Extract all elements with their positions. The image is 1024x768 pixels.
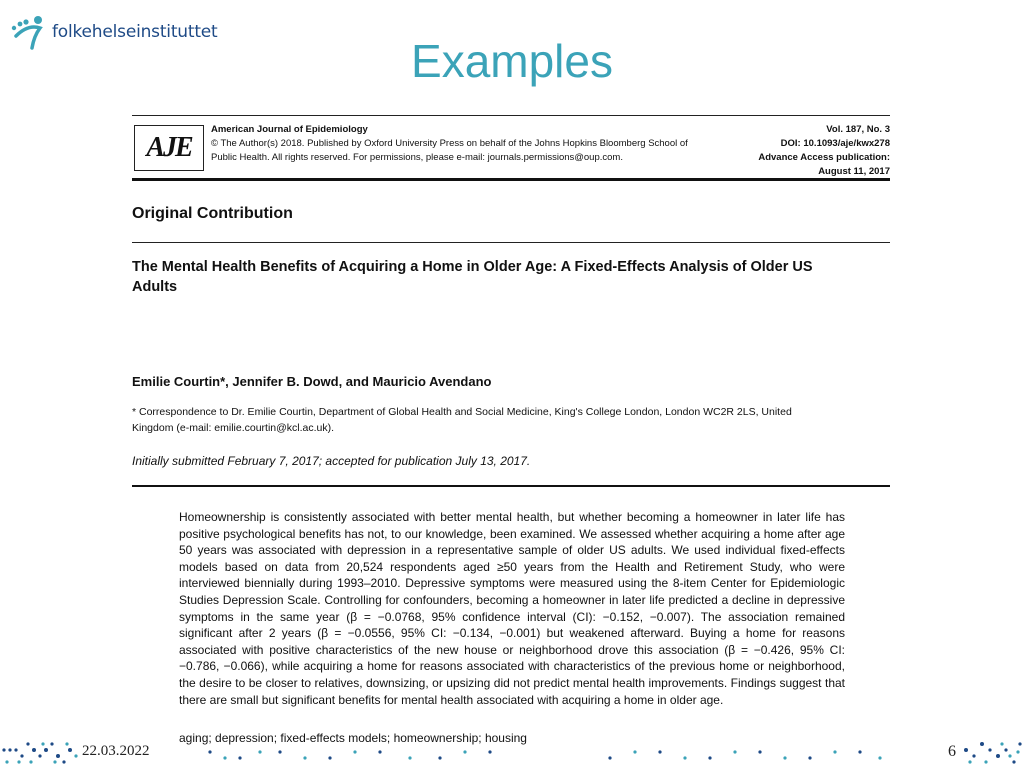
journal-logo-text: AJE <box>146 132 192 163</box>
footer-date: 22.03.2022 <box>82 743 150 759</box>
header-top-rule <box>132 115 890 116</box>
title-top-rule <box>132 242 890 243</box>
doi-line: DOI: 10.1093/aje/kwx278 <box>780 138 890 149</box>
permissions-line: Public Health. All rights reserved. For permissions, please e-mail: journals.permissions@oup.com. <box>211 152 623 163</box>
journal-info <box>211 123 701 165</box>
authors: Emilie Courtin*, Jennifer B. Dowd, and Mauricio Avendano <box>132 374 492 389</box>
volume-line: Vol. 187, No. 3 <box>826 124 890 135</box>
section-label: Original Contribution <box>132 205 293 222</box>
submission-dates: Initially submitted February 7, 2017; accepted for publication July 13, 2017. <box>132 454 531 468</box>
header-bottom-rule <box>132 178 890 181</box>
paper-title: The Mental Health Benefits of Acquiring a Home in Older Age: A Fixed-Effects Analysis of Older US Adults <box>132 259 813 295</box>
publication-date-line: August 11, 2017 <box>818 166 890 177</box>
correspondence: * Correspondence to Dr. Emilie Courtin, Department of Global Health and Social Medicine, King's College London, London WC2R 2LS, United Kingdom (e-mail: emilie.courtin@kcl.ac.uk). <box>132 406 792 434</box>
volume-info <box>758 123 890 179</box>
footer-dots-left <box>0 740 80 768</box>
abstract: Homeownership is consistently associated with better mental health, but whether becoming a homeowner in later life has positive psychological benefits has not, to our knowledge, been examined. We assessed whether acquiring a home after age 50 years was associated with depression in a representative sample of older US adults. We used individual fixed-effects models based on data from 20,524 respondents aged ≥50 years from the Health and Retirement Study, who were interviewed biennially during 1993–2010. Depressive symptoms were measured using the 8-item Center for Epidemiologic Studies Depression Scale. Controlling for confounders, becoming a homeowner in later life predicted a decline in depressive symptoms in the same year (β = −0.0768, 95% confidence interval (CI): −0.152, −0.007). The association remained significant after 2 years (β = −0.0556, 95% CI: −0.134, −0.001) but weakened afterward. Buying a home for reasons associated with positive characteristics of the new house or neighborhood drove this association (β = −0.426, 95% CI: −0.786, −0.066), while acquiring a home for reasons associated with characteristics of the previous home or neighborhood, the desire to be closer to relatives, downsizing, or upsizing did not predict mental health improvements. Findings suggest that there are small but significant benefits for mental health associated with acquiring a home in older age. <box>179 510 845 707</box>
footer-dots-middle <box>150 746 890 766</box>
slide-title: Examples <box>411 35 613 87</box>
page-number: 6 <box>948 743 956 760</box>
journal-name: American Journal of Epidemiology <box>211 124 368 135</box>
keywords: aging; depression; fixed-effects models; homeownership; housing <box>179 731 527 745</box>
advance-access-line: Advance Access publication: <box>758 152 890 163</box>
journal-logo <box>134 125 204 171</box>
footer-dots-right <box>960 740 1024 768</box>
abstract-top-rule <box>132 485 890 487</box>
logo-text: folkehelseinstituttet <box>52 22 218 42</box>
copyright-line: © The Author(s) 2018. Published by Oxford University Press on behalf of the Johns Hopkins Bloomberg School of <box>211 138 688 149</box>
